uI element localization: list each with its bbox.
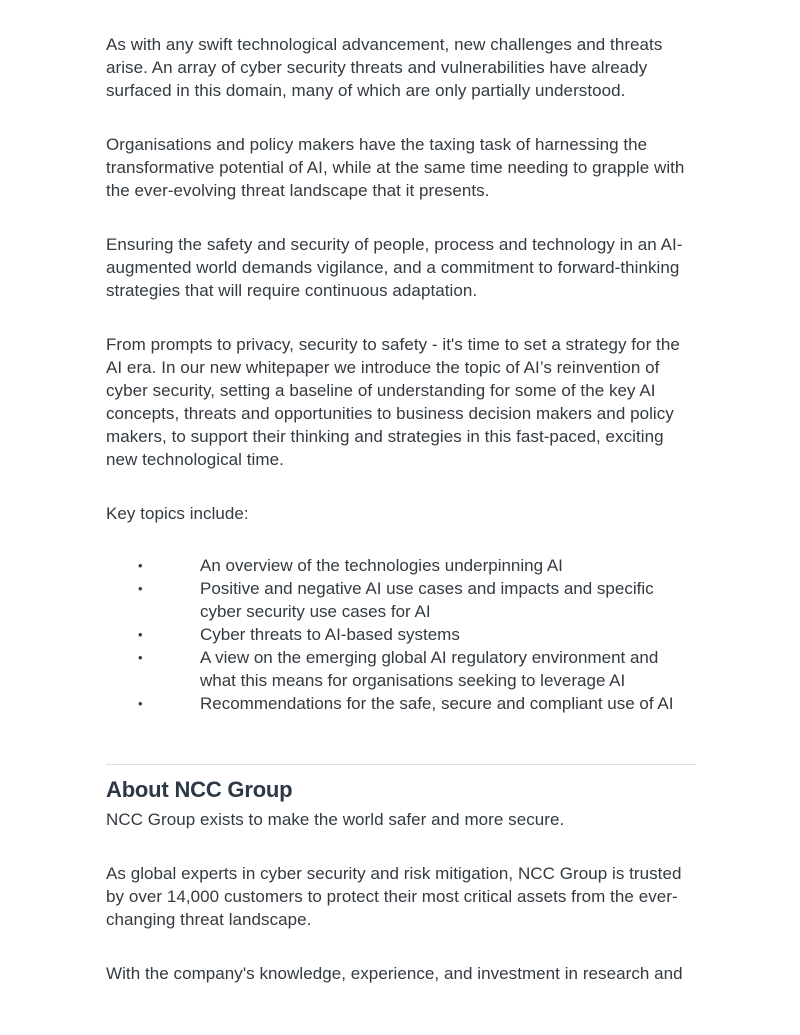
about-heading: About NCC Group (106, 777, 293, 802)
bullet-icon: • (138, 650, 143, 665)
article-body (106, 33, 696, 1016)
intro-paragraph-3: Ensuring the safety and security of people, process and technology in an AI-augmented world demands vigilance, and a commitment to forward-thinking strategies that will require continuous adaptation. (106, 235, 683, 300)
list-item (106, 692, 696, 715)
bullet-icon: • (138, 627, 143, 642)
list-item-text: A view on the emerging global AI regulatory environment and what this means for organisations seeking to leverage AI (200, 648, 659, 690)
list-item (106, 554, 696, 577)
key-topics-intro: Key topics include: (106, 504, 249, 523)
list-item (106, 577, 696, 623)
list-item-text: An overview of the technologies underpinning AI (200, 556, 563, 575)
intro-paragraph-2: Organisations and policy makers have the taxing task of harnessing the transformative potential of AI, while at the same time needing to grapple with the ever-evolving threat landscape that it presents. (106, 135, 685, 200)
key-topics-list (106, 554, 696, 715)
intro-paragraph-1: As with any swift technological advancement, new challenges and threats arise. An array of cyber security threats and vulnerabilities have already surfaced in this domain, many of which are only partially understood. (106, 35, 663, 100)
about-paragraph-2: As global experts in cyber security and risk mitigation, NCC Group is trusted by over 14,000 customers to protect their most critical assets from the ever-changing threat landscape. (106, 864, 682, 929)
section-divider (106, 764, 696, 765)
bullet-icon: • (138, 696, 143, 711)
list-item (106, 646, 696, 692)
about-paragraph-1: NCC Group exists to make the world safer and more secure. (106, 810, 565, 829)
bullet-icon: • (138, 581, 143, 596)
list-item-text: Cyber threats to AI-based systems (200, 625, 460, 644)
list-item-text: Recommendations for the safe, secure and compliant use of AI (200, 694, 674, 713)
intro-paragraph-4: From prompts to privacy, security to safety - it's time to set a strategy for the AI era. In our new whitepaper we introduce the topic of AI’s reinvention of cyber security, setting a baseline of understanding for some of the key AI concepts, threats and opportunities to business decision makers and policy makers, to support their thinking and strategies in this fast-paced, exciting new technological time. (106, 335, 680, 469)
list-item-text: Positive and negative AI use cases and impacts and specific cyber security use cases for AI (200, 579, 654, 621)
list-item (106, 623, 696, 646)
bullet-icon: • (138, 558, 143, 573)
about-paragraph-3: With the company's knowledge, experience, and investment in research and (106, 964, 683, 983)
